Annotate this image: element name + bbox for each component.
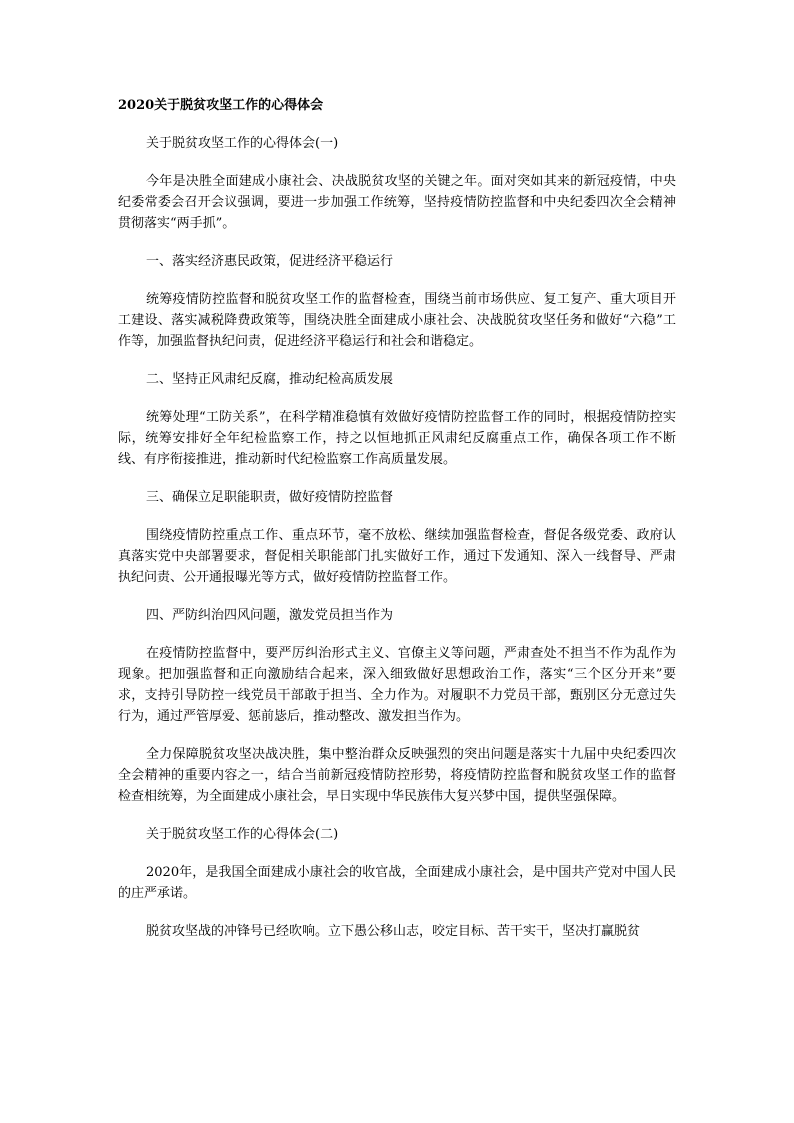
- paragraph: 2020年，是我国全面建成小康社会的收官战，全面建成小康社会，是中国共产党对中国人民的庄严承诺。: [118, 865, 676, 901]
- section-heading-2: 关于脱贫攻坚工作的心得体会(二): [146, 827, 339, 842]
- paragraph: 围绕疫情防控重点工作、重点环节，毫不放松、继续加强监督检查，督促各级党委、政府认真落实党中央部署要求，督促相关职能部门扎实做好工作，通过下发通知、深入一线督导、严肃执纪问责、公开通报曝光等方式，做好疫情防控监督工作。: [118, 528, 676, 585]
- paragraph: 脱贫攻坚战的冲锋号已经吹响。立下愚公移山志，咬定目标、苦干实干，坚决打赢脱贫: [146, 924, 641, 939]
- paragraph: 在疫情防控监督中，要严厉纠治形式主义、官僚主义等问题，严肃查处不担当不作为乱作为现象。把加强监督和正向激励结合起来，深入细致做好思想政治工作，落实“三个区分开来”要求，支持引导防控一线党员干部敢于担当、全力作为。对履职不力党员干部，甄别区分无意过失行为，通过严管厚爱、惩前毖后，推动整改、激发担当作为。: [118, 646, 676, 724]
- paragraph: 统筹疫情防控监督和脱贫攻坚工作的监督检查，围绕当前市场供应、复工复产、重大项目开工建设、落实减税降费政策等，围绕决胜全面建成小康社会、决战脱贫攻坚任务和做好“六稳”工作等，加强监督执纪问责，促进经济平稳运行和社会和谐稳定。: [118, 292, 676, 349]
- section-heading: 三、确保立足职能职责，做好疫情防控监督: [146, 490, 394, 505]
- paragraph: 今年是决胜全面建成小康社会、决战脱贫攻坚的关键之年。面对突如其来的新冠疫情，中央纪委常委会召开会议强调，要进一步加强工作统筹，坚持疫情防控监督和中央纪委四次全会精神贯彻落实“两手抓”。: [118, 174, 676, 231]
- section-heading: 二、坚持正风肃纪反腐，推动纪检高质发展: [146, 372, 394, 387]
- document-page: [118, 95, 676, 959]
- section-heading: 一、落实经济惠民政策，促进经济平稳运行: [146, 254, 394, 269]
- document-title: 2020关于脱贫攻坚工作的心得体会: [118, 98, 324, 113]
- paragraph: 统筹处理“工防关系”，在科学精准稳慎有效做好疫情防控监督工作的同时，根据疫情防控实际，统筹安排好全年纪检监察工作，持之以恒地抓正风肃纪反腐重点工作，确保各项工作不断线、有序衔接推进，推动新时代纪检监察工作高质量发展。: [118, 410, 676, 467]
- section-heading: 四、严防纠治四风问题，激发党员担当作为: [146, 608, 394, 623]
- section-heading-1: 关于脱贫攻坚工作的心得体会(一): [146, 136, 339, 151]
- paragraph: 全力保障脱贫攻坚决战决胜，集中整治群众反映强烈的突出问题是落实十九届中央纪委四次全会精神的重要内容之一，结合当前新冠疫情防控形势，将疫情防控监督和脱贫攻坚工作的监督检查相统筹，为全面建成小康社会，早日实现中华民族伟大复兴梦中国，提供坚强保障。: [118, 747, 676, 804]
